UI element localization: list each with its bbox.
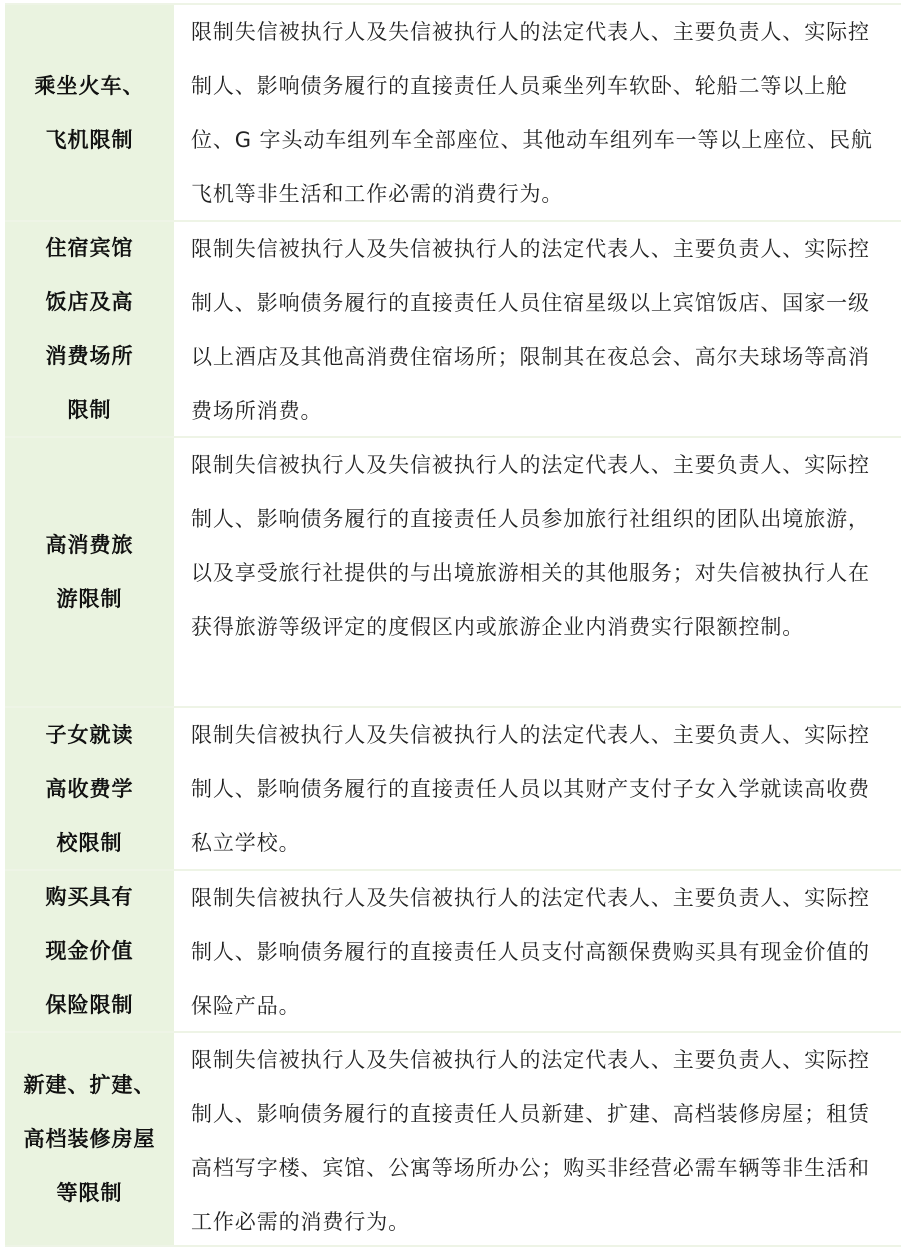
restriction-category-cell — [5, 1033, 174, 1245]
restriction-category-cell — [5, 438, 174, 706]
restriction-description: 限制失信被执行人及失信被执行人的法定代表人、主要负责人、实际控制人、影响债务履行的直接责任人员参加旅行社组织的团队出境旅游，以及享受旅行社提供的与出境旅游相关的其他服务；对失信被执行人在获得旅游等级评定的度假区内或旅游企业内消费实行限额控制。 — [191, 453, 870, 639]
table-row — [5, 708, 901, 871]
restriction-description-cell — [174, 222, 901, 436]
restriction-description: 限制失信被执行人及失信被执行人的法定代表人、主要负责人、实际控制人、影响债务履行的直接责任人员以其财产支付子女入学就读高收费私立学校。 — [191, 723, 870, 855]
restriction-category-cell — [5, 871, 174, 1031]
restriction-table — [5, 3, 901, 1247]
table-row — [5, 5, 901, 222]
restriction-description-cell — [174, 871, 901, 1031]
restriction-description-cell — [174, 1033, 901, 1245]
restriction-category-label: 新建、扩建、高档装修房屋等限制 — [23, 1073, 156, 1205]
restriction-description: 限制失信被执行人及失信被执行人的法定代表人、主要负责人、实际控制人、影响债务履行的直接责任人员住宿星级以上宾馆饭店、国家一级以上酒店及其他高消费住宿场所；限制其在夜总会、高尔夫球场等高消费场所消费。 — [191, 237, 870, 423]
restriction-category-label: 高消费旅游限制 — [45, 533, 134, 611]
table-row — [5, 1033, 901, 1247]
restriction-category-cell — [5, 5, 174, 220]
table-row — [5, 871, 901, 1033]
restriction-category-label: 住宿宾馆饭店及高消费场所限制 — [45, 236, 134, 422]
restriction-category-label: 子女就读高收费学校限制 — [45, 722, 134, 855]
restriction-category-label: 购买具有现金价值保险限制 — [45, 885, 134, 1017]
restriction-description: 限制失信被执行人及失信被执行人的法定代表人、主要负责人、实际控制人、影响债务履行的直接责任人员新建、扩建、高档装修房屋；租赁高档写字楼、宾馆、公寓等场所办公；购买非经营必需车辆等非生活和工作必需的消费行为。 — [191, 1048, 870, 1234]
table-row — [5, 222, 901, 438]
restriction-description-cell — [174, 5, 901, 220]
table-row — [5, 438, 901, 708]
restriction-description-cell — [174, 708, 901, 869]
restriction-description-cell — [174, 438, 901, 706]
restriction-description: 限制失信被执行人及失信被执行人的法定代表人、主要负责人、实际控制人、影响债务履行的直接责任人员乘坐列车软卧、轮船二等以上舱位、G 字头动车组列车全部座位、其他动车组列车一等以上座位、民航飞机等非生活和工作必需的消费行为。 — [191, 20, 873, 206]
restriction-category-label: 乘坐火车、飞机限制 — [34, 73, 145, 152]
restriction-description: 限制失信被执行人及失信被执行人的法定代表人、主要负责人、实际控制人、影响债务履行的直接责任人员支付高额保费购买具有现金价值的保险产品。 — [191, 886, 870, 1018]
restriction-category-cell — [5, 708, 174, 869]
restriction-category-cell — [5, 222, 174, 436]
